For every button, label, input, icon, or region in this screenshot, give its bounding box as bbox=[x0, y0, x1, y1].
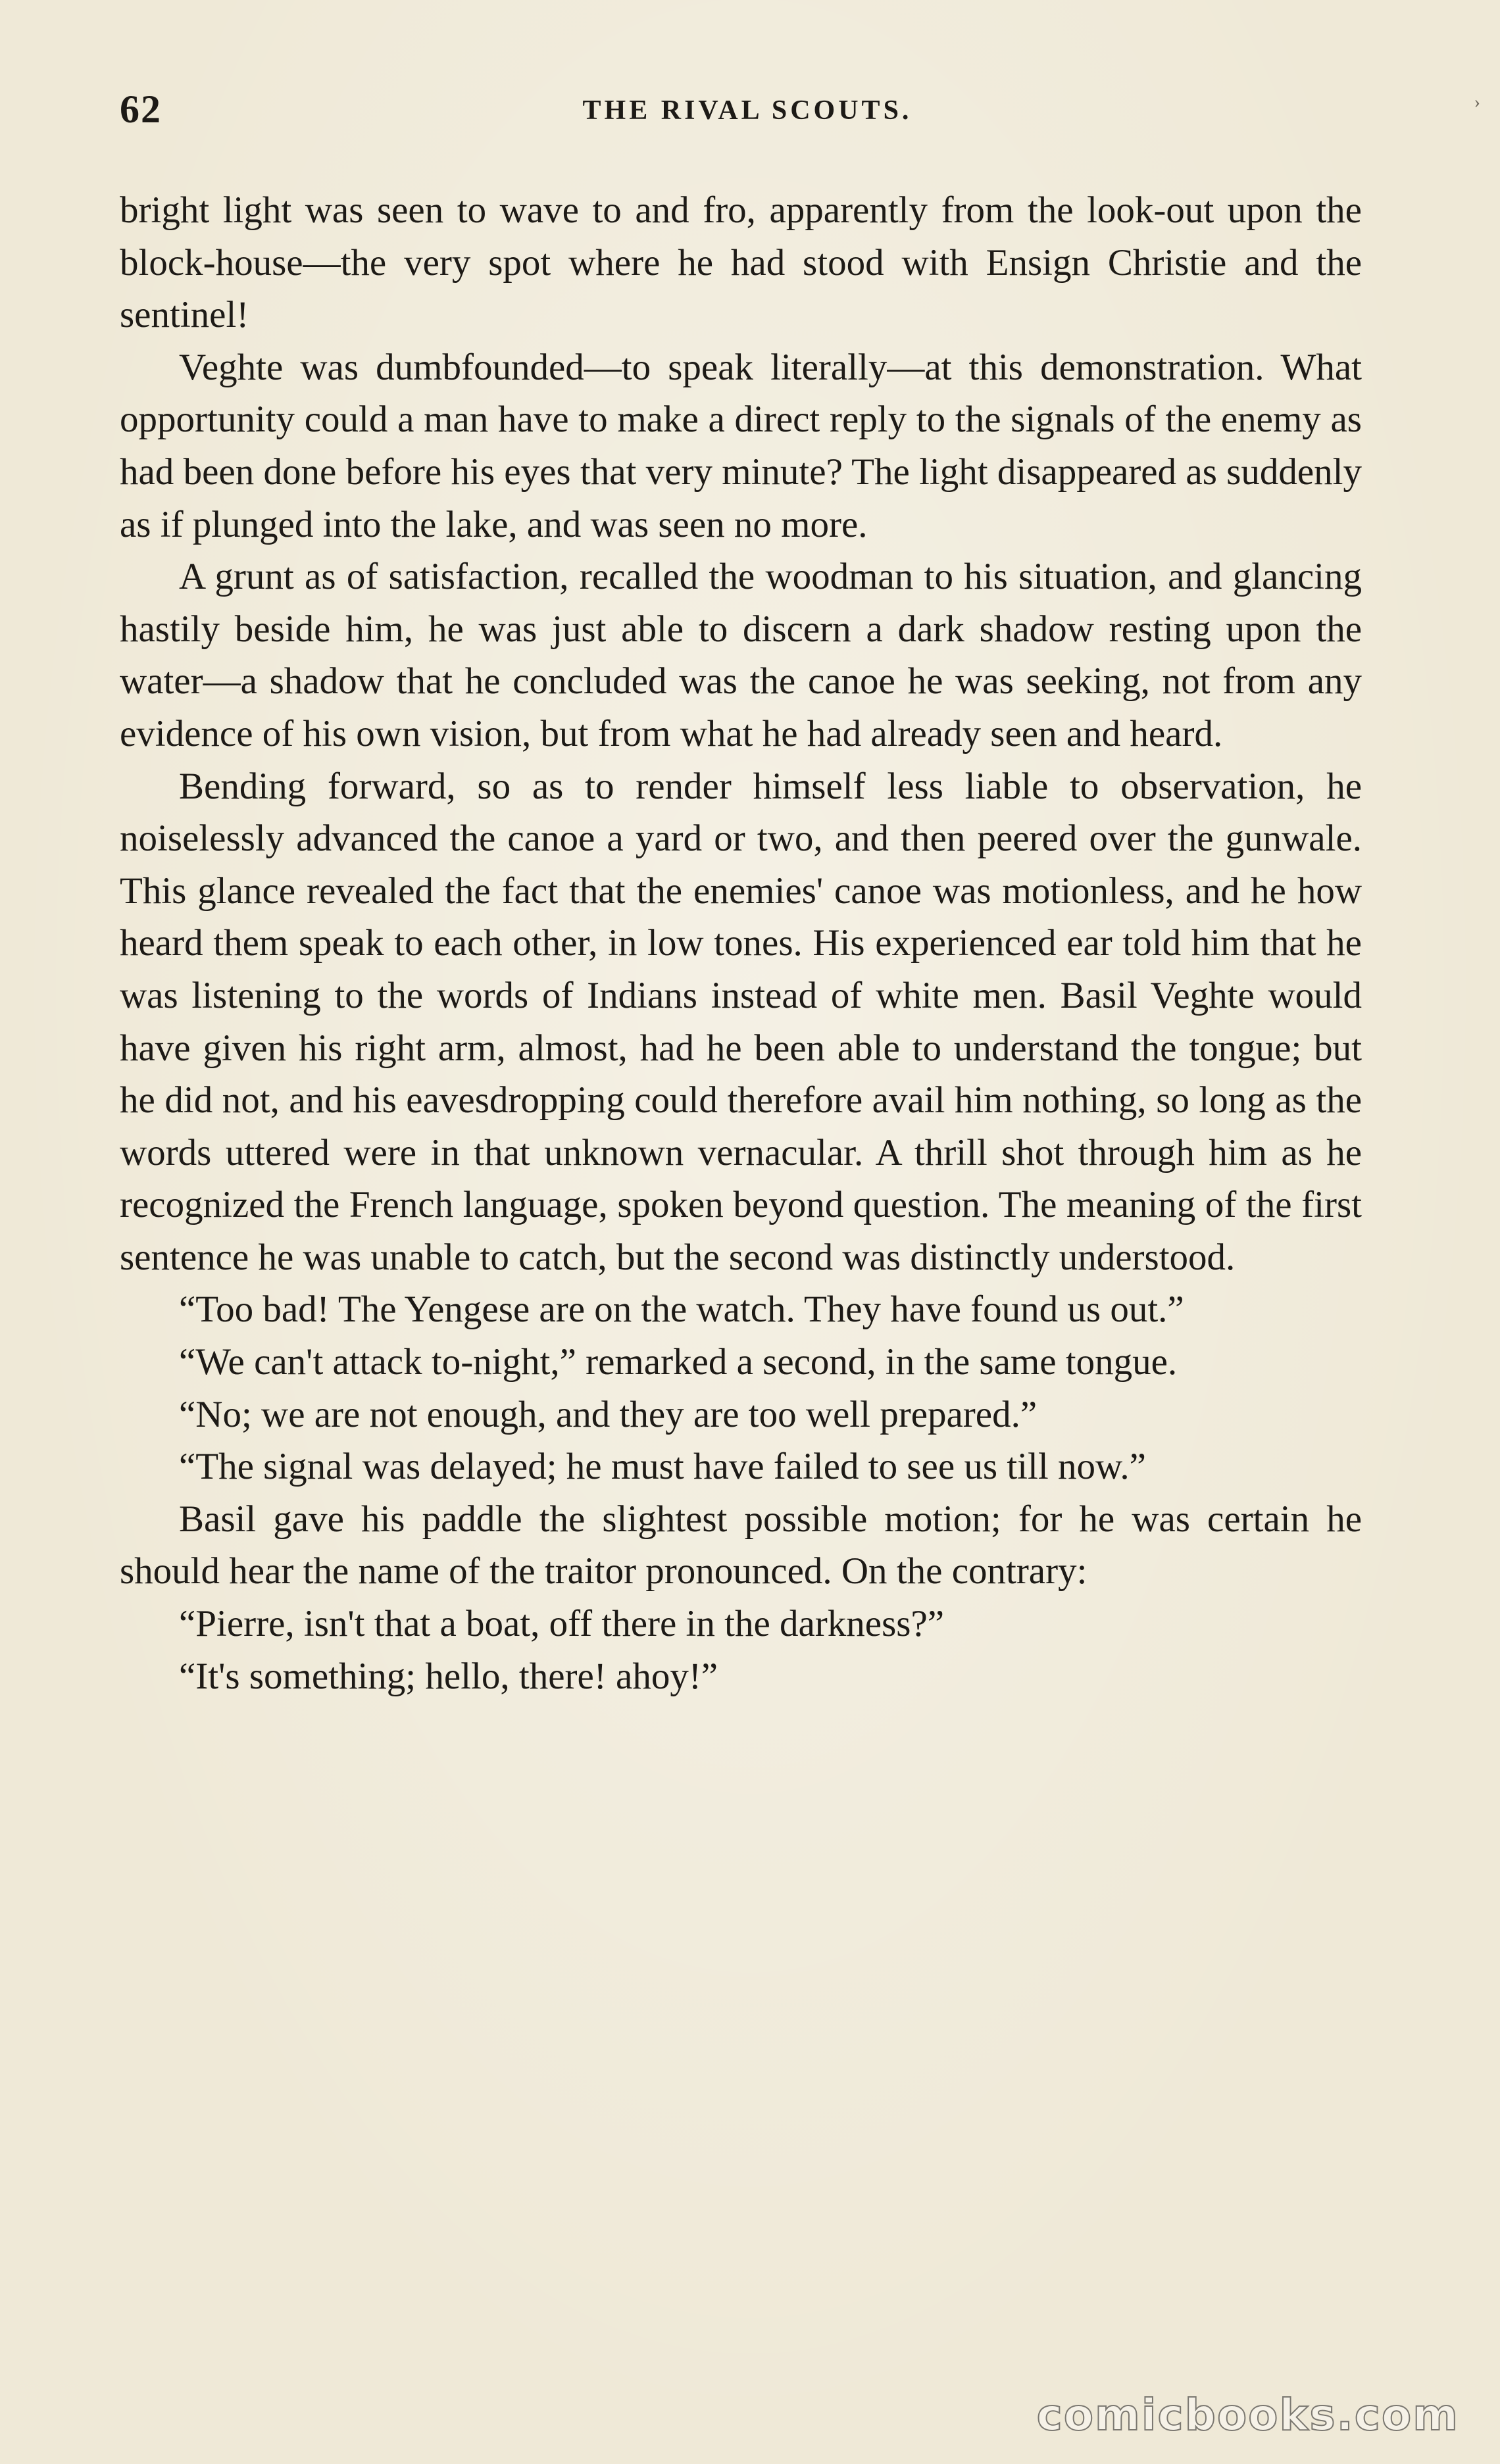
corner-mark: › bbox=[1474, 92, 1480, 112]
paragraph: Bending forward, so as to render himself less liable to observation, he noiselessly advanced the canoe a yard or two, and then peered over the gunwale. This glance revealed the fact that the enemies' canoe was motionless, and he how heard them speak to each other, in low tones. His experienced ear told him that he was listening to the words of Indians instead of white men. Basil Veghte would have given his right arm, almost, had he been able to understand the tongue; but he did not, and his eavesdropping could therefore avail him nothing, so long as the words uttered were in that unknown vernacular. A thrill shot through him as he recognized the French language, spoken beyond question. The meaning of the first sentence he was unable to catch, but the second was distinctly understood. bbox=[120, 765, 1362, 1278]
paragraph: A grunt as of satisfaction, recalled the woodman to his situation, and glancing hastily beside him, he was just able to discern a dark shadow resting upon the water—a shadow that he concluded was the canoe he was seeking, not from any evidence of his own vision, but from what he had already seen and heard. bbox=[120, 556, 1362, 754]
dialogue-paragraph: “The signal was delayed; he must have failed to see us till now.” bbox=[179, 1446, 1146, 1488]
paragraph: Veghte was dumbfounded—to speak literally—at this demonstration. What opportunity could a man have to make a direct reply to the signals of the enemy as had been done before his eyes that very minute? The light disappeared as suddenly as if plunged into the lake, and was seen no more. bbox=[120, 346, 1362, 545]
body-text bbox=[120, 184, 1362, 1702]
paragraph: Basil gave his paddle the slightest possible motion; for he was certain he should hear the name of the traitor pronounced. On the contrary: bbox=[120, 1498, 1362, 1592]
watermark: comicbooks.com bbox=[1036, 2390, 1459, 2440]
dialogue-paragraph: “No; we are not enough, and they are too well prepared.” bbox=[179, 1393, 1038, 1435]
page-number: 62 bbox=[120, 87, 162, 131]
dialogue-paragraph: “Too bad! The Yengese are on the watch. They have found us out.” bbox=[179, 1289, 1184, 1331]
dialogue-paragraph: “We can't attack to-night,” remarked a second, in the same tongue. bbox=[179, 1341, 1178, 1383]
dialogue-paragraph: “It's something; hello, there! ahoy!” bbox=[179, 1655, 718, 1697]
running-title: THE RIVAL SCOUTS. bbox=[582, 95, 913, 126]
paragraph: bright light was seen to wave to and fro, apparently from the look-out upon the block-house—the very spot where he had stood with Ensign Christie and the sentinel! bbox=[120, 189, 1362, 336]
page-header bbox=[120, 87, 1375, 139]
dialogue-paragraph: “Pierre, isn't that a boat, off there in the darkness?” bbox=[179, 1603, 945, 1645]
